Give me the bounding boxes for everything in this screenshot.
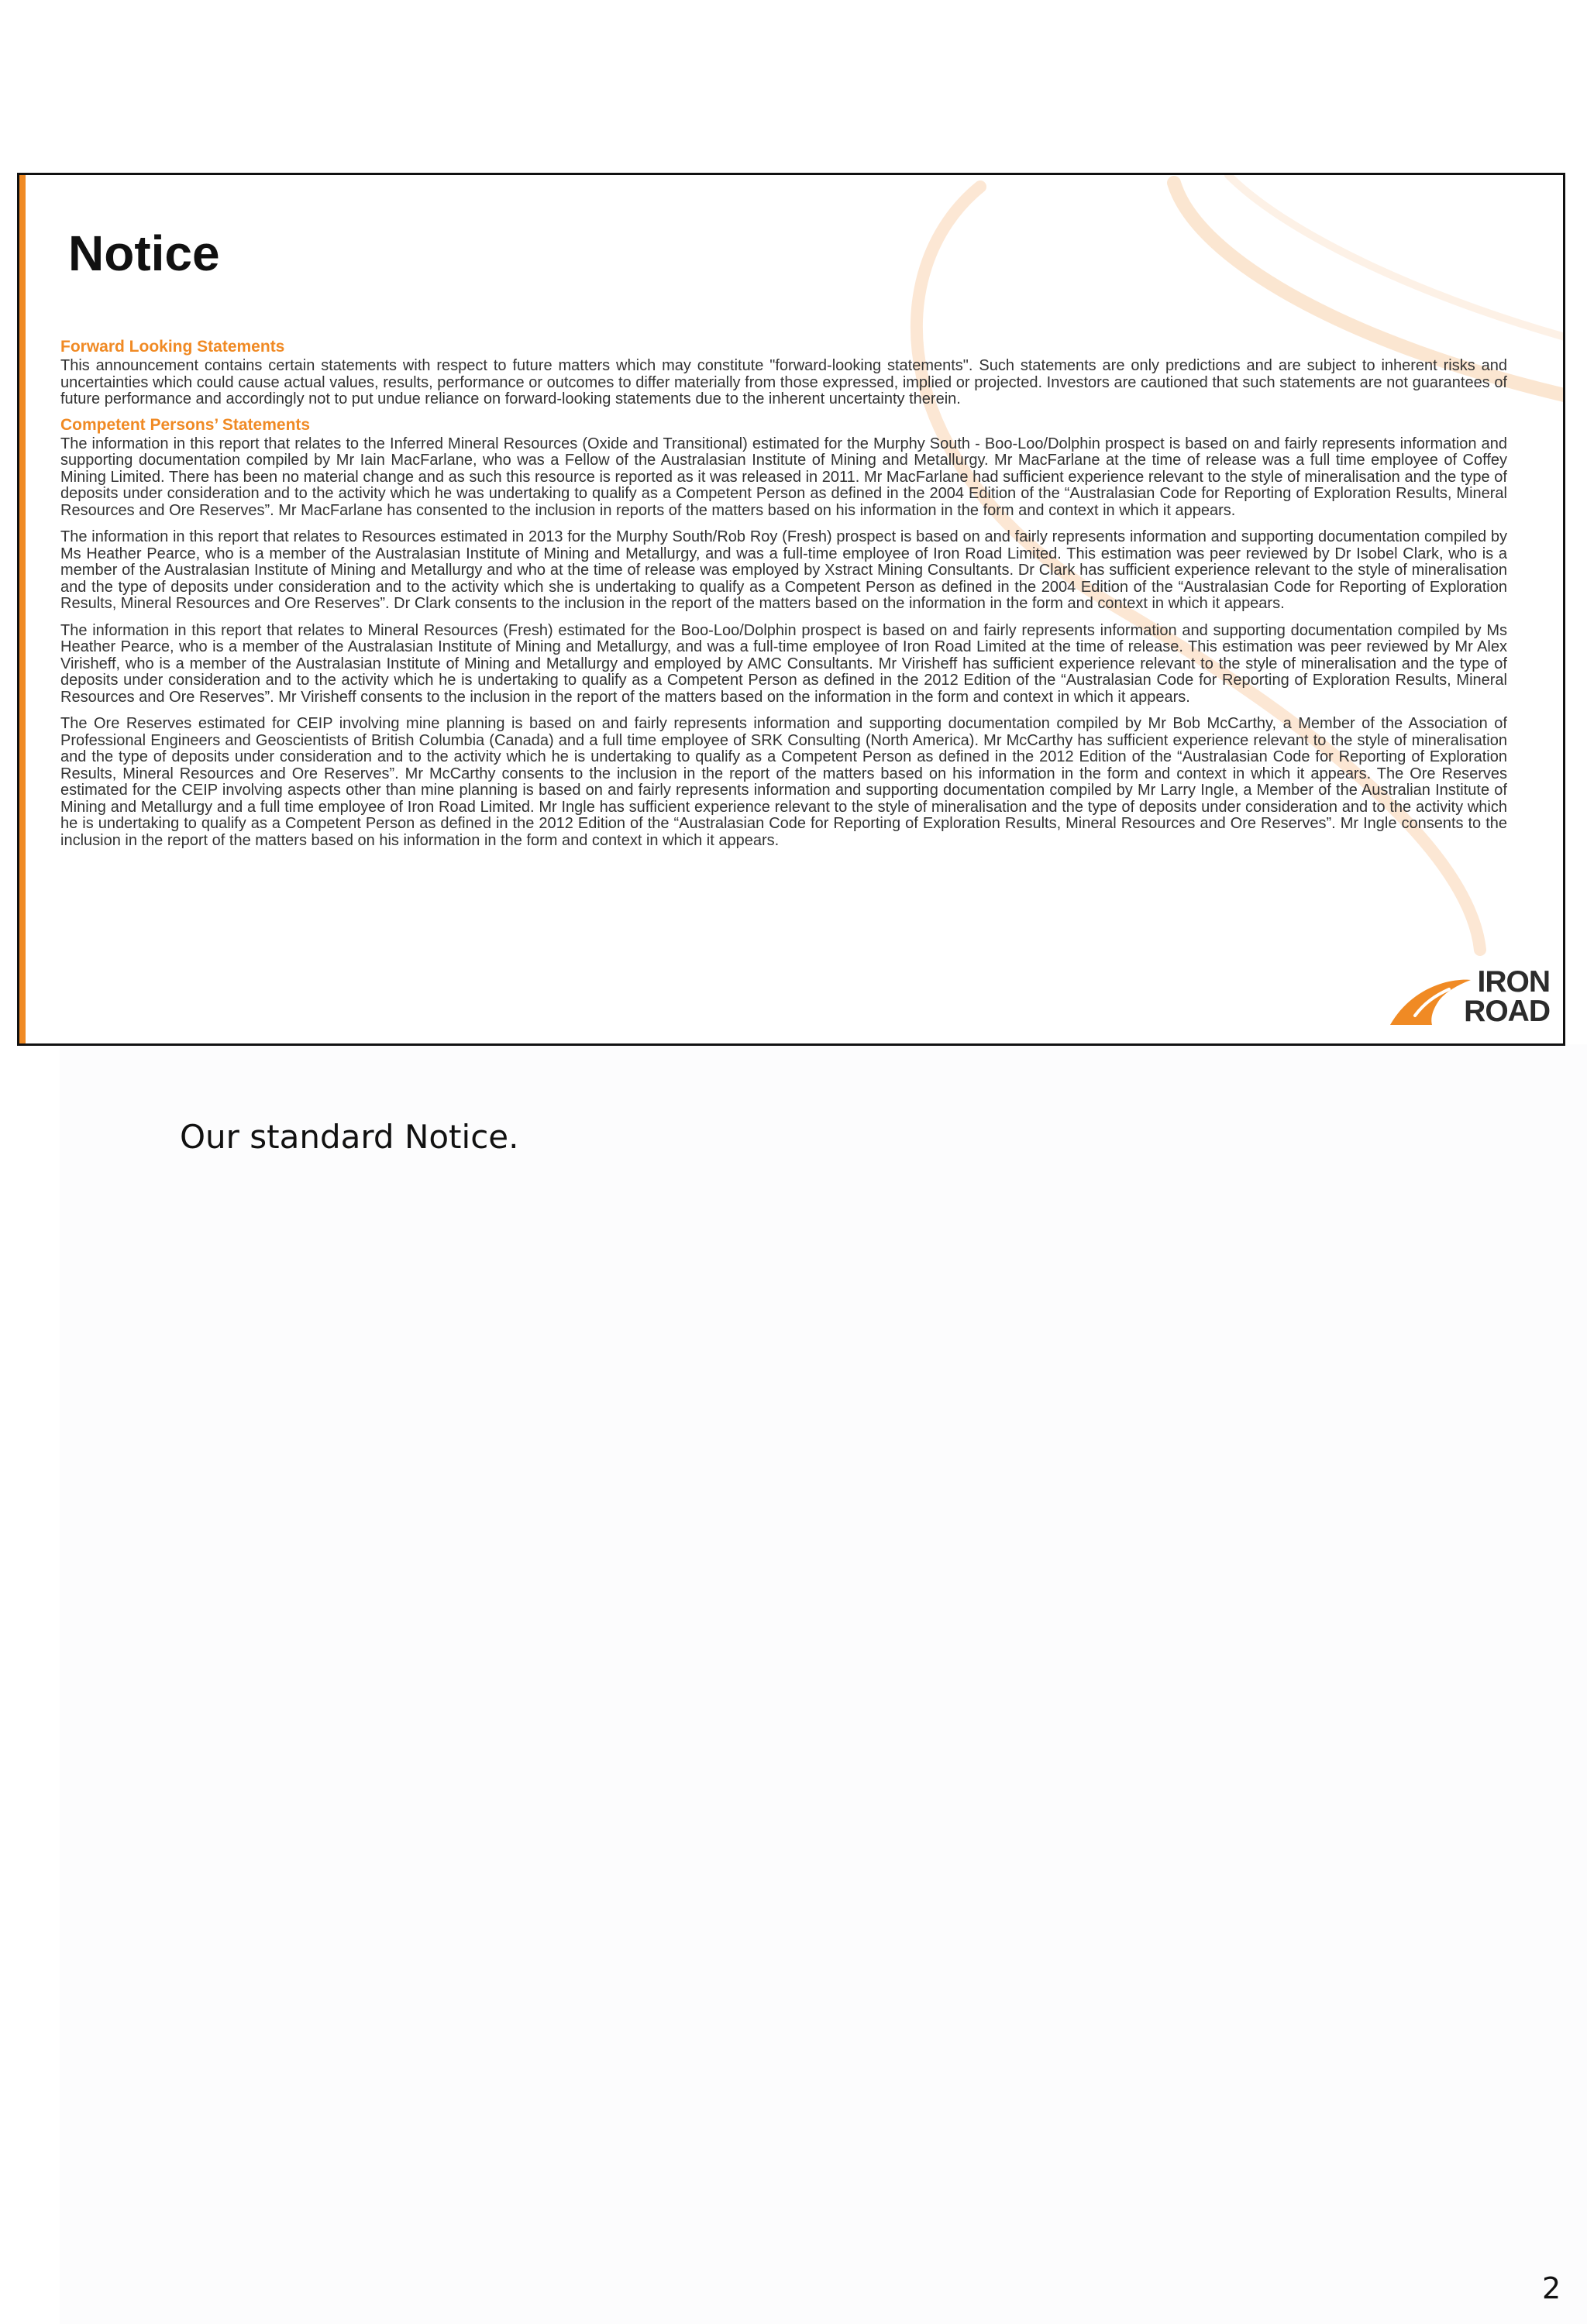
notice-content xyxy=(60,338,1507,859)
paragraph-competent-3: The information in this report that relates to Mineral Resources (Fresh) estimated for the Boo-Loo/Dolphin prospect is based on and fairly represents information and supporting documentation compiled by Ms Heather Pearce, who is a member of the Australasian Institute of Mining and Metallurgy, and was a full-time employee of Iron Road Limited at the time of release. This estimation was peer reviewed by Mr Alex Virisheff, who is a member of the Australasian Institute of Mining and Metallurgy and employed by AMC Consultants. Mr Virisheff has sufficient experience relevant to the style of mineralisation and the type of deposits under consideration and to the activity which he is undertaking to qualify as a Competent Person as defined in the 2012 Edition of the “Australasian Code for Reporting of Exploration Results, Mineral Resources and Ore Reserves”. Mr Virisheff consents to the inclusion in the report of the matters based on the information in the form and context in which it appears. xyxy=(60,621,1507,706)
page-number: 2 xyxy=(1542,2271,1561,2305)
slide-title: Notice xyxy=(68,225,220,281)
logo-word-iron: IRON xyxy=(1477,965,1550,999)
paragraph-competent-1: The information in this report that relates to the Inferred Mineral Resources (Oxide and Transitional) estimated for the Murphy South - Boo-Loo/Dolphin prospect is based on and fairly represents information and supporting documentation compiled by Mr Iain MacFarlane, who was a Fellow of the Australasian Institute of Mining and Metallurgy. Mr MacFarlane at the time of release was a full time employee of Coffey Mining Limited. There has been no material change and as such this resource is reported as it was released in 2011. Mr MacFarlane had sufficient experience relevant to the style of mineralisation and the type of deposits under consideration and to the activity which he was undertaking to qualify as a Competent Person as defined in the 2004 Edition of the “Australasian Code for Reporting of Exploration Results, Mineral Resources and Ore Reserves”. Mr MacFarlane has consented to the inclusion in reports of the matters based on his information in the form and context in which it appears. xyxy=(60,435,1507,519)
logo-wordmark xyxy=(1458,965,1550,1028)
slide xyxy=(17,173,1565,1046)
iron-road-logo xyxy=(1387,965,1550,1030)
speaker-notes-text: Our standard Notice. xyxy=(180,1118,519,1156)
section-heading-competent-persons: Competent Persons’ Statements xyxy=(60,415,311,434)
section-heading-forward-looking: Forward Looking Statements xyxy=(60,338,285,356)
notes-page-background xyxy=(60,1044,1587,2324)
logo-word-road: ROAD xyxy=(1464,995,1550,1028)
paragraph-competent-4: The Ore Reserves estimated for CEIP involving mine planning is based on and fairly represents information and supporting documentation compiled by Mr Bob McCarthy, a Member of the Association of Professional Engineers and Geoscientists of British Columbia (Canada) and a full time employee of SRK Consulting (North America). Mr McCarthy has sufficient experience relevant to the style of mineralisation and the type of deposits under consideration and to the activity which he is undertaking to qualify as a Competent Person as defined in the 2012 Edition of the “Australasian Code for Reporting of Exploration Results, Mineral Resources and Ore Reserves”. Mr McCarthy consents to the inclusion in the report of the matters based on his information in the form and context in which it appears. The Ore Reserves estimated for the CEIP involving aspects other than mine planning is based on and fairly represents information and supporting documentation compiled by Mr Larry Ingle, a Member of the Australian Institute of Mining and Metallurgy and a full time employee of Iron Road Limited. Mr Ingle has sufficient experience relevant to the style of mineralisation and the type of deposits under consideration and to the activity which he is undertaking to qualify as a Competent Person as defined in the 2012 Edition of the “Australasian Code for Reporting of Exploration Results, Mineral Resources and Ore Reserves”. Mr Ingle consents to the inclusion in the report of the matters based on his information in the form and context in which it appears. xyxy=(60,715,1507,849)
paragraph-forward-looking: This announcement contains certain statements with respect to future matters which may constitute "forward-looking statements". Such statements are only predictions and are subject to inherent risks and uncertainties which could cause actual values, results, performance or outcomes to differ materially from those expressed, implied or projected. Investors are cautioned that such statements are not guarantees of future performance and accordingly not to put undue reliance on forward-looking statements due to the inherent uncertainty therein. xyxy=(60,357,1507,407)
paragraph-competent-2: The information in this report that relates to Resources estimated in 2013 for the Murphy South/Rob Roy (Fresh) prospect is based on and fairly represents information and supporting documentation compiled by Ms Heather Pearce, who is a member of the Australasian Institute of Mining and Metallurgy, and was a full-time employee of Iron Road Limited. This estimation was peer reviewed by Dr Isobel Clark, who is a member of the Australasian Institute of Mining and Metallurgy and who at the time of release was employed by Xstract Mining Consultants. Dr Clark has sufficient experience relevant to the style of mineralisation and the type of deposits under consideration and to the activity which she is undertaking to qualify as a Competent Person as defined in the 2004 Edition of the “Australasian Code for Reporting of Exploration Results, Mineral Resources and Ore Reserves”. Dr Clark consents to the inclusion in the report of the matters based on the information in the form and context in which it appears. xyxy=(60,528,1507,612)
